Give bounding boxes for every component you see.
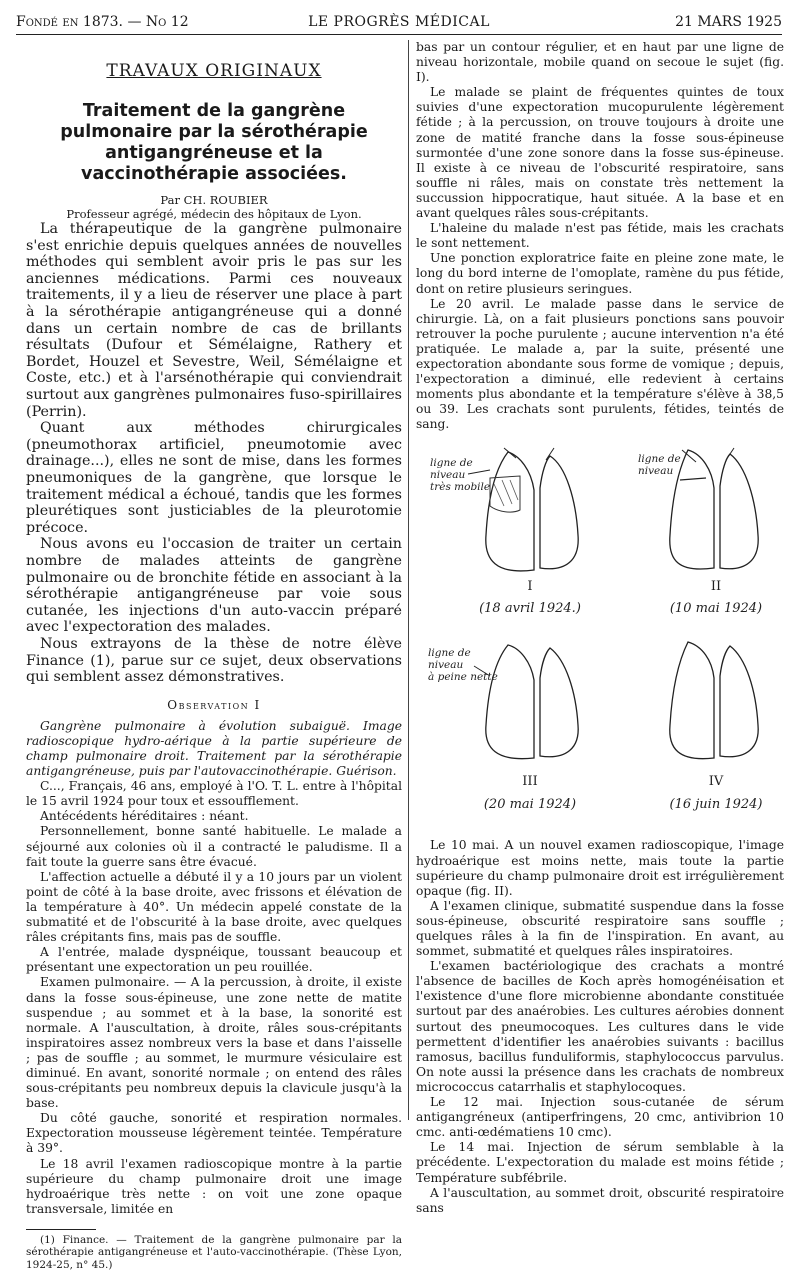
radioscopy-figure — [416, 440, 784, 830]
body-paragraph: A l'examen clinique, submatité suspendue dans la fosse sous-épineuse, obscurité respiratoire sans souffle ; quelques râles à la fin de l'inspiration. En avant, au sommet, submatité et quelques râles inspiratoires. — [416, 898, 784, 959]
intro-paragraph: Nous avons eu l'occasion de traiter un certain nombre de malades atteints de gangrène pulmonaire ou de bronchite fétide en associant à la sérothérapie antigangréneuse par voie sous cutanée, les injections d'un auto-vaccin préparé avec l'expectoration des malades. — [26, 536, 402, 636]
body-paragraph: Du côté gauche, sonorité et respiration normales. Expectoration mousseuse légèrement teintée. Température à 39°. — [26, 1111, 402, 1156]
body-paragraph: L'affection actuelle a débuté il y a 10 jours par un violent point de côté à la base droite, avec frissons et élévation de la température à 40°. Un médecin appelé constate de la submatité et de l'obscurité à la base droite, avec quelques râles crépitants fins, mais pas de souffle. — [26, 869, 402, 945]
header-date: 21 MARS 1925 — [675, 14, 782, 30]
panel-2-numeral: II — [710, 579, 722, 595]
running-header — [16, 12, 782, 35]
panel-note-line: ligne de — [430, 457, 473, 470]
article-title: Traitement de la gangrène pulmonaire par la sérothérapie antigangréneuse et la vaccinothérapie associées. — [60, 101, 368, 185]
lung-sketches — [416, 440, 784, 830]
author-affiliation: Professeur agrégé, médecin des hôpitaux de Lyon. — [66, 207, 362, 222]
panel-4-date: (16 juin 1924) — [669, 797, 763, 813]
panel-note-line: à peine nette — [428, 671, 498, 684]
footnote-rule — [26, 1229, 96, 1230]
intro-paragraph: Nous extrayons de la thèse de notre élève Finance (1), parue sur ce sujet, deux observations qui semblent assez démonstratives. — [26, 635, 402, 686]
panel-3-numeral: III — [522, 774, 538, 790]
body-paragraph: Examen pulmonaire. — A la percussion, à droite, il existe dans la fosse sous-épineuse, une zone nette de matite suspendue ; au sommet et à la base, la sonorité est normale. A l'auscultation, à droite, râles sous-crépitants inspiratoires assez nombreux vers la base et dans l'aisselle ; pas de souffle ; au sommet, le murmure vésiculaire est diminué. En avant, sonorité normale ; on entend des râles sous-crépitants peu nombreux depuis la clavicule jusqu'à la base. — [26, 975, 402, 1111]
lung-sketch-panel-2 — [670, 448, 758, 569]
panel-note-line: niveau — [430, 469, 466, 482]
introduction — [26, 221, 402, 686]
footnote: (1) Finance. — Traitement de la gangrène pulmonaire par la sérothérapie antigangréneuse et l'auto-vaccinothérapie. (Thèse Lyon, 1924-25, n° 45.) — [26, 1233, 402, 1271]
observation-summary: Gangrène pulmonaire à évolution subaiguë. Image radioscopique hydro-aérique à la partie supérieure de champ pulmonaire droit. Traitement par la sérothérapie antigangréneuse, puis par l'autovaccinothérapie. Guérison. — [26, 718, 402, 779]
panel-1-numeral: I — [527, 579, 533, 595]
header-journal-title: LE PROGRÈS MÉDICAL — [308, 14, 490, 30]
panel-2-note — [638, 453, 681, 477]
body-paragraph: Le 20 avril. Le malade passe dans le service de chirurgie. Là, on a fait plusieurs ponctions sans pouvoir retrouver la poche purulente ; aucune intervention n'a été pratiquée. Le malade a, par la suite, présenté une expectoration abondante sous forme de vomique ; depuis, l'expectoration a diminué, elle redevient à certains moments plus abondante et la température s'élève à 38,5 ou 39. Les crachats sont purulents, fétides, teintés de sang. — [416, 296, 784, 432]
body-paragraph: Le 18 avril l'examen radioscopique montre à la partie supérieure du champ pulmonaire droit une image hydroaérique très nette : on voit une zone opaque transversale, limitée en — [26, 1156, 402, 1216]
panel-note-line: ligne de — [428, 647, 471, 660]
body-paragraph: A l'entrée, malade dyspnéique, toussant beaucoup et présentant une expectoration un peu rouillée. — [26, 945, 402, 975]
lung-sketch-panel-3 — [474, 645, 578, 759]
body-paragraph: C..., Français, 46 ans, employé à l'O. T. L. entre à l'hôpital le 15 avril 1924 pour toux et essoufflement. — [26, 779, 402, 809]
panel-3-date: (20 mai 1924) — [483, 797, 577, 813]
body-paragraph: Antécédents héréditaires : néant. — [40, 809, 249, 824]
body-paragraph: bas par un contour régulier, et en haut par une ligne de niveau horizontale, mobile quand on secoue le sujet (fig. I). — [416, 40, 784, 85]
lung-sketch-panel-1 — [468, 448, 578, 571]
body-paragraph: Personnellement, bonne santé habituelle. Le malade a séjourné aux colonies où il a contracté le paludisme. Il a fait toute la guerre sans être évacué. — [26, 824, 402, 869]
body-paragraph: Le 10 mai. A un nouvel examen radioscopique, l'image hydroaérique est moins nette, mais toute la partie supérieure du champ pulmonaire droit est irrégulièrement opaque (fig. II). — [416, 838, 784, 898]
observation-heading: Observation I — [167, 697, 261, 712]
intro-paragraph: Quant aux méthodes chirurgicales (pneumothorax artificiel, pneumotomie avec drainage...), elles ne sont de mise, dans les formes pneumoniques de la gangrène, que lorsque le traitement médical a échoué, tandis que les formes pleurétiques sont justiciables de la pleurotomie précoce. — [26, 420, 402, 536]
panel-2-date: (10 mai 1924) — [669, 601, 763, 617]
right-column — [416, 40, 784, 1216]
panel-4-numeral: IV — [708, 774, 724, 790]
header-founded: Fondé en 1873. — No 12 — [16, 14, 189, 30]
panel-note-line: niveau — [428, 659, 464, 672]
column-divider — [408, 40, 409, 1120]
panel-note-line: ligne de — [638, 453, 681, 466]
body-paragraph: L'haleine du malade n'est pas fétide, mais les crachats le sont nettement. — [416, 221, 784, 251]
left-column — [26, 40, 402, 1271]
body-paragraph: Le malade se plaint de fréquentes quintes de toux suivies d'une expectoration mucopurulente légèrement fétide ; à la percussion, on trouve toujours à droite une zone de matité franche dans la fosse sous-épineuse surmontée d'une zone sonore dans la fosse sus-épineuse. Il existe à ce niveau de l'obscurité respiratoire, sans souffle ni râles, mais on constate très nettement la succussion hippocratique, haut située. A la base et en avant quelques râles sous-crépitants. — [416, 85, 784, 221]
panel-1-date: (18 avril 1924.) — [479, 601, 581, 617]
panel-3-note — [428, 647, 498, 683]
lung-sketch-panel-4 — [670, 642, 758, 759]
panel-note-line: niveau — [638, 465, 674, 478]
panel-1-note — [430, 457, 490, 493]
body-paragraph: Le 12 mai. Injection sous-cutanée de sérum antigangréneux (antiperfringens, 20 cmc, antivibrion 10 cmc. anti-œdématiens 10 cmc). — [416, 1095, 784, 1140]
section-heading: TRAVAUX ORIGINAUX — [106, 61, 322, 81]
body-paragraph: Le 14 mai. Injection de sérum semblable à la précédente. L'expectoration du malade est moins fétide ; Température subfébrile. — [416, 1140, 784, 1185]
body-paragraph: L'examen bactériologique des crachats a montré l'absence de bacilles de Koch après homogénéisation et l'existence d'une flore microbienne abondante constituée surtout par des anaérobies. Les cultures aérobies donnent surtout des pneumocoques. Les cultures dans le vide permettent d'identifier les anaérobies suivants : bacillus ramosus, bacillus funduliformis, staphylococcus parvulus. On note aussi la présence dans les crachats de nombreux micrococcus catarrhalis et staphylocoques. — [416, 959, 784, 1094]
author-byline: Par CH. ROUBIER — [160, 193, 268, 208]
body-paragraph: Une ponction exploratrice faite en pleine zone mate, le long du bord interne de l'omoplate, ramène du pus fétide, dont on retire plusieurs seringues. — [416, 251, 784, 296]
intro-paragraph: La thérapeutique de la gangrène pulmonaire s'est enrichie depuis quelques années de nouvelles méthodes qui semblent avoir pris le pas sur les anciennes médications. Parmi ces nouveaux traitements, il y a lieu de réserver une place à part à la sérothérapie antigangréneuse qui a donné dans un certain nombre de cas de brillants résultats (Dufour et Sémélaigne, Rathery et Bordet, Houzel et Sevestre, Weil, Sémélaigne et Coste, etc.) et à l'arsénothérapie qui conviendrait surtout aux gangrènes pulmonaires fuso-spirillaires (Perrin). — [26, 221, 402, 420]
body-paragraph: A l'auscultation, au sommet droit, obscurité respiratoire sans — [416, 1185, 784, 1215]
panel-note-line: très mobile — [430, 481, 491, 494]
